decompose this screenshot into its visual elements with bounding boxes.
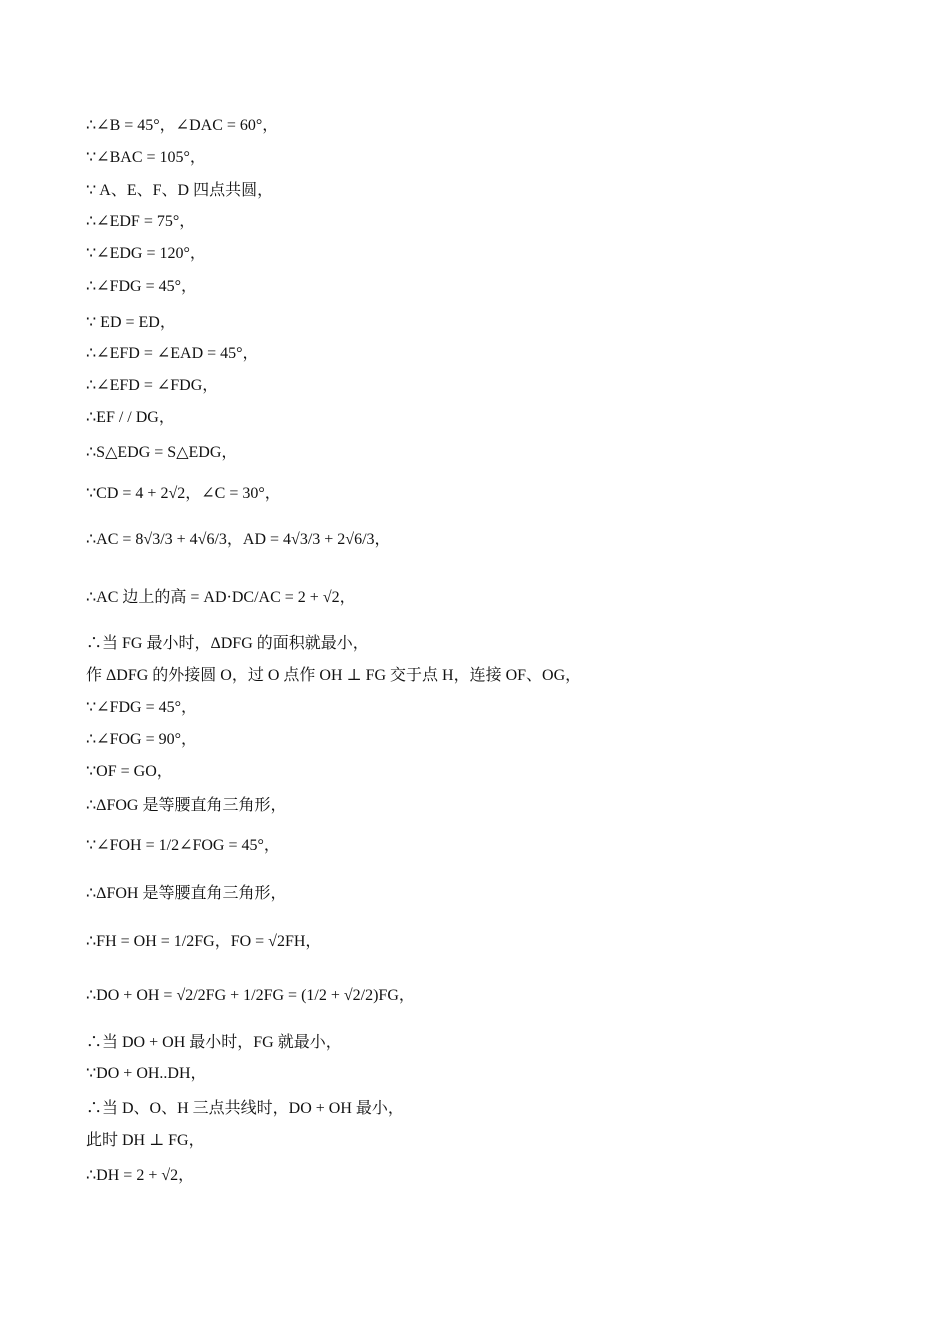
line-26: ∵DO + OH..DH， [86,1065,207,1082]
line-3: ∵ A、E、F、D 四点共圆， [86,182,274,199]
line-10: ∴EF / / DG， [86,409,175,426]
line-13: ∴AC = 8√3/3 + 4√6/3，AD = 4√3/3 + 2√6/3， [86,531,391,548]
line-15: ∴当 FG 最小时，ΔDFG 的面积就最小， [86,635,369,652]
line-1: ∴∠B = 45°，∠DAC = 60°， [86,117,279,134]
line-23: ∴FH = OH = 1/2FG，FO = √2FH， [86,933,322,950]
line-27: ∴当 D、O、H 三点共线时，DO + OH 最小， [86,1100,404,1117]
line-28: 此时 DH ⊥ FG， [86,1132,205,1149]
line-14: ∴AC 边上的高 = AD·DC/AC = 2 + √2， [86,589,356,606]
line-5: ∵∠EDG = 120°， [86,245,206,262]
line-11: ∴S△EDG = S△EDG， [86,444,238,461]
line-12: ∵CD = 4 + 2√2，∠C = 30°， [86,485,281,502]
line-20: ∴ΔFOG 是等腰直角三角形， [86,797,287,814]
line-18: ∴∠FOG = 90°， [86,731,198,748]
line-7: ∵ ED = ED， [86,314,176,331]
line-22: ∴ΔFOH 是等腰直角三角形， [86,885,287,902]
line-19: ∵OF = GO， [86,763,173,780]
line-9: ∴∠EFD = ∠FDG， [86,377,219,394]
line-29: ∴DH = 2 + √2， [86,1167,195,1184]
line-6: ∴∠FDG = 45°， [86,278,198,295]
line-24: ∴DO + OH = √2/2FG + 1/2FG = (1/2 + √2/2)FG， [86,987,415,1004]
line-16: 作 ΔDFG 的外接圆 O，过 O 点作 OH ⊥ FG 交于点 H，连接 OF、OG， [86,667,582,684]
line-8: ∴∠EFD = ∠EAD = 45°， [86,345,259,362]
line-25: ∴当 DO + OH 最小时，FG 就最小， [86,1034,342,1051]
line-4: ∴∠EDF = 75°， [86,213,196,230]
line-2: ∵∠BAC = 105°， [86,149,206,166]
line-17: ∵∠FDG = 45°， [86,699,198,716]
line-21: ∵∠FOH = 1/2∠FOG = 45°， [86,837,280,854]
